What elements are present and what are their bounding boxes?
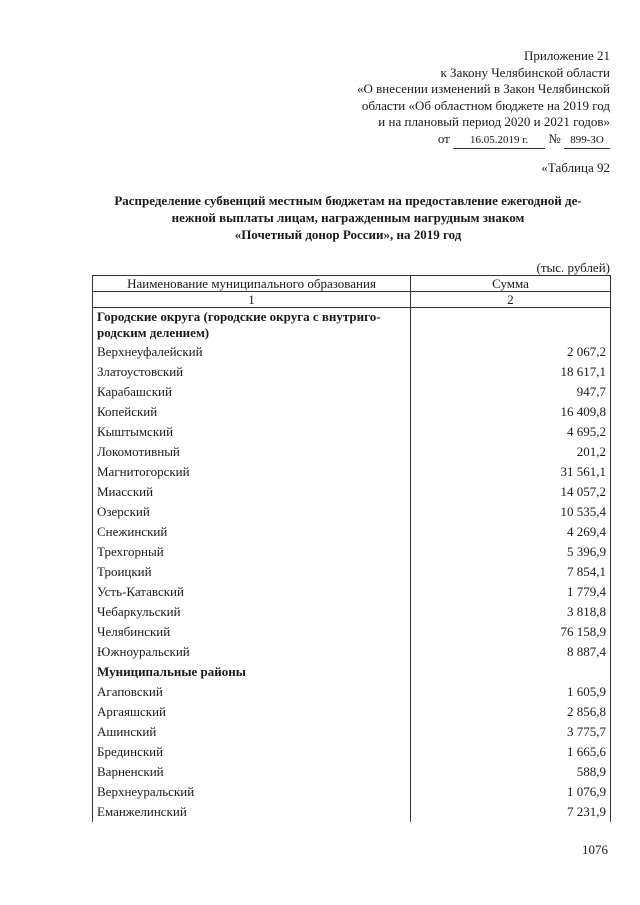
appendix-line: Приложение 21 (523, 48, 610, 63)
appendix-line: «О внесении изменений в Закон Челябинской (356, 81, 610, 96)
table-row (93, 462, 611, 482)
table-row (93, 562, 611, 582)
subsidy-amount: 1 665,6 (411, 742, 611, 762)
municipality-name: Агаповский (93, 682, 411, 702)
subsidy-amount: 76 158,9 (411, 622, 611, 642)
table-row (93, 722, 611, 742)
column-header-sum: Сумма (411, 276, 611, 292)
table-label: «Таблица 92 (541, 160, 610, 175)
title-line: Распределение субвенций местным бюджетам на предоставление ежегодной де- (114, 193, 582, 208)
table-header-row (93, 276, 611, 292)
units-label: (тыс. рублей) (536, 260, 610, 275)
table-row (93, 682, 611, 702)
table-row (93, 442, 611, 462)
subsidy-amount: 5 396,9 (411, 542, 611, 562)
table-row (93, 702, 611, 722)
municipality-name: Чебаркульский (93, 602, 411, 622)
table-row (93, 642, 611, 662)
subsidy-amount: 947,7 (411, 382, 611, 402)
municipality-name: Копейский (93, 402, 411, 422)
municipality-name: Усть-Катавский (93, 582, 411, 602)
column-number: 2 (411, 292, 611, 308)
date-prefix: от (437, 130, 450, 146)
municipality-name: Миасский (93, 482, 411, 502)
municipality-name: Троицкий (93, 562, 411, 582)
table-row (93, 762, 611, 782)
table-row (93, 602, 611, 622)
subsidy-amount: 16 409,8 (411, 402, 611, 422)
law-number: 899-ЗО (564, 132, 610, 150)
table-row (93, 422, 611, 442)
municipality-name: Магнитогорский (93, 462, 411, 482)
document-title (88, 192, 608, 243)
municipality-name: Карабашский (93, 382, 411, 402)
municipality-name: Верхнеуральский (93, 782, 411, 802)
table-row (93, 482, 611, 502)
municipality-name: Брединский (93, 742, 411, 762)
subsidy-amount: 31 561,1 (411, 462, 611, 482)
table-row (93, 522, 611, 542)
appendix-header (230, 48, 610, 149)
subsidy-amount: 8 887,4 (411, 642, 611, 662)
subsidy-amount: 2 067,2 (411, 342, 611, 362)
subsidy-amount: 588,9 (411, 762, 611, 782)
table-row (93, 742, 611, 762)
table-row (93, 362, 611, 382)
table-row (93, 402, 611, 422)
municipality-name: Варненский (93, 762, 411, 782)
subsidy-amount: 10 535,4 (411, 502, 611, 522)
municipality-name: Трехгорный (93, 542, 411, 562)
subsidy-amount: 4 695,2 (411, 422, 611, 442)
table-row (93, 382, 611, 402)
municipality-name: Еманжелинский (93, 802, 411, 822)
municipality-name: Челябинский (93, 622, 411, 642)
table-row (93, 582, 611, 602)
municipality-name: Ашинский (93, 722, 411, 742)
subsidy-amount: 14 057,2 (411, 482, 611, 502)
subsidy-amount: 3 775,7 (411, 722, 611, 742)
title-line: нежной выплаты лицам, награжденным нагрудным знаком (171, 210, 525, 225)
section-title: Городские округа (городские округа с внутриго-родским делением) (93, 308, 411, 343)
subsidy-amount: 7 854,1 (411, 562, 611, 582)
subsidy-amount: 1 779,4 (411, 582, 611, 602)
section-value (411, 308, 611, 343)
table-row (93, 342, 611, 362)
number-prefix: № (548, 130, 561, 146)
law-date: 16.05.2019 г. (453, 132, 545, 150)
section-value (411, 662, 611, 682)
municipality-name: Локомотивный (93, 442, 411, 462)
section-row (93, 308, 611, 343)
table-row (93, 502, 611, 522)
page-number: 1076 (582, 842, 608, 857)
column-header-name: Наименование муниципального образования (93, 276, 411, 292)
table-row (93, 782, 611, 802)
table-row (93, 802, 611, 822)
title-line: «Почетный донор России», на 2019 год (234, 227, 462, 242)
municipality-name: Озерский (93, 502, 411, 522)
subsidy-amount: 3 818,8 (411, 602, 611, 622)
subsidy-amount: 18 617,1 (411, 362, 611, 382)
appendix-line: и на плановый период 2020 и 2021 годов» (378, 114, 610, 129)
law-date-line (230, 131, 610, 150)
municipality-name: Аргаяшский (93, 702, 411, 722)
section-title: Муниципальные районы (93, 662, 411, 682)
municipality-name: Златоустовский (93, 362, 411, 382)
municipality-name: Верхнеуфалейский (93, 342, 411, 362)
subsidy-amount: 1 076,9 (411, 782, 611, 802)
subsidy-amount: 201,2 (411, 442, 611, 462)
table-body (93, 308, 611, 823)
table-row (93, 622, 611, 642)
subsidy-amount: 4 269,4 (411, 522, 611, 542)
municipality-name: Кыштымский (93, 422, 411, 442)
subsidy-amount: 2 856,8 (411, 702, 611, 722)
municipality-name: Снежинский (93, 522, 411, 542)
section-row (93, 662, 611, 682)
table-row (93, 542, 611, 562)
appendix-line: области «Об областном бюджете на 2019 год (361, 97, 610, 113)
table-colnum-row (93, 292, 611, 308)
subsidy-table (92, 275, 611, 822)
column-number: 1 (93, 292, 411, 308)
municipality-name: Южноуральский (93, 642, 411, 662)
appendix-line: к Закону Челябинской области (440, 64, 610, 80)
subsidy-amount: 7 231,9 (411, 802, 611, 822)
subsidy-amount: 1 605,9 (411, 682, 611, 702)
